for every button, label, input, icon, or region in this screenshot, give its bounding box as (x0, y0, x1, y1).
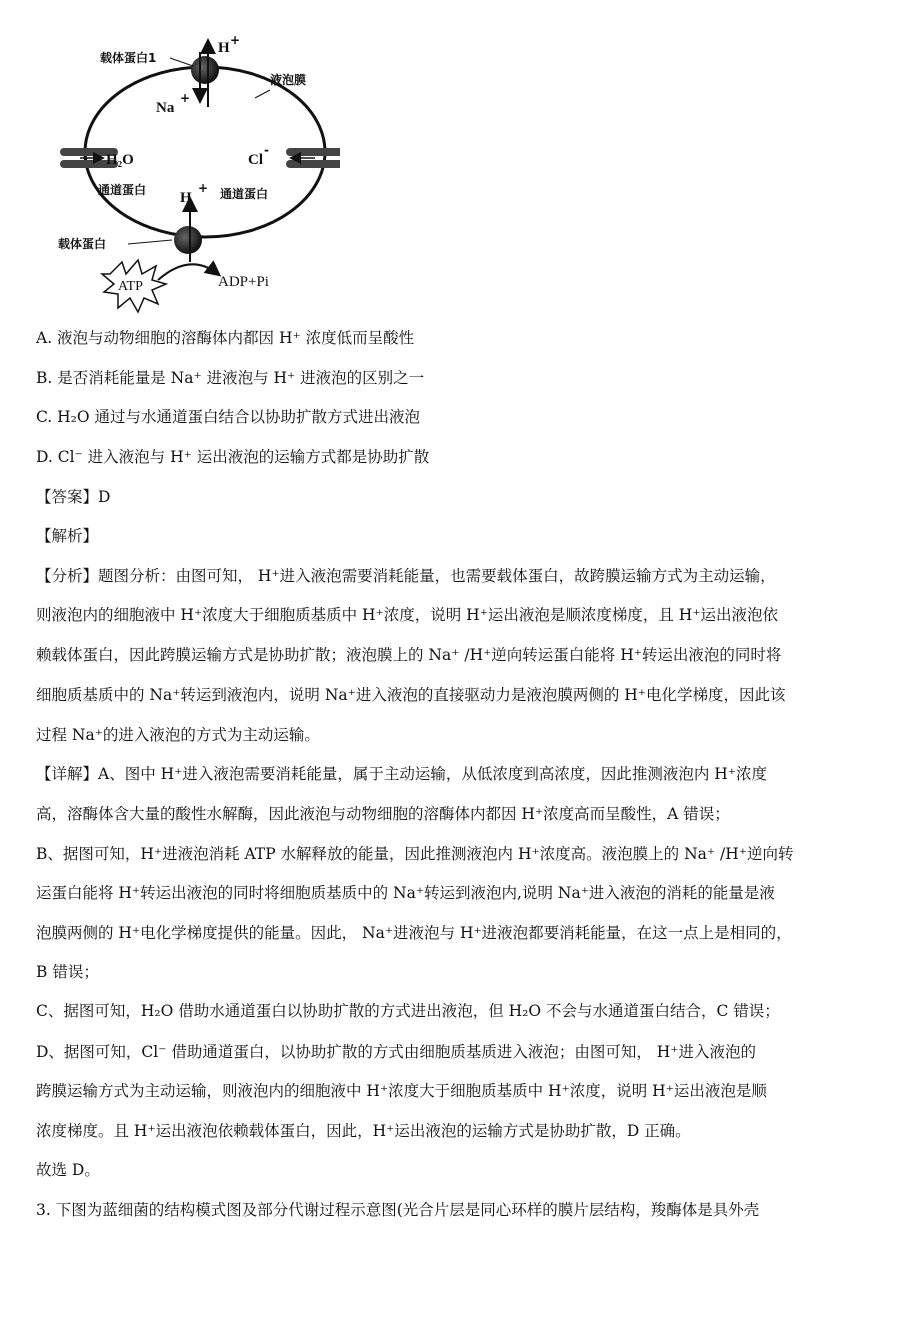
h-bottom-label: H (180, 190, 192, 206)
next-question: 3. 下图为蓝细菌的结构模式图及部分代谢过程示意图(光合片层是同心环样的膜片层结构，羧酶体是具外壳 (36, 1201, 760, 1219)
detail-line: 浓度梯度。且 H⁺运出液泡依赖载体蛋白，因此，H⁺运出液泡的运输方式是协助扩散，D 正确。 (36, 1122, 691, 1140)
channel-protein-right-label: 通道蛋白 (220, 187, 269, 201)
detail-line: C、据图可知，H₂O 借助水通道蛋白以协助扩散的方式进出液泡，但 H₂O 不会与水通道蛋白结合，C 错误； (36, 1002, 780, 1020)
detail-line: 【详解】A、图中 H⁺进入液泡需要消耗能量，属于主动运输，从低浓度到高浓度，因此推测液泡内 H⁺浓度 (36, 765, 767, 783)
detail-line: B、据图可知，H⁺进液泡消耗 ATP 水解释放的能量，因此推测液泡内 H⁺浓度高。液泡膜上的 Na⁺ /H⁺逆向转 (36, 845, 794, 863)
vacuole-diagram (40, 22, 340, 322)
detail-line: B 错误； (36, 963, 99, 981)
detail-line: D、据图可知，Cl⁻ 借助通道蛋白，以协助扩散的方式由细胞质基质进入液泡；由图可知， H⁺进入液泡的 (36, 1043, 756, 1061)
carrier-protein-1-icon (191, 56, 219, 84)
option-c: C. H₂O 通过与水通道蛋白结合以协助扩散方式进出液泡 (36, 408, 421, 426)
option-d: D. Cl⁻ 进入液泡与 H⁺ 运出液泡的运输方式都是协助扩散 (36, 448, 430, 466)
channel-protein-left-label: 通道蛋白 (98, 183, 147, 197)
answer: 【答案】D (36, 488, 111, 506)
svg-text:+: + (198, 181, 209, 195)
detail-line: 高，溶酶体含大量的酸性水解酶，因此液泡与动物细胞的溶酶体内都因 H⁺浓度高而呈酸性，A 错误； (36, 805, 730, 823)
analysis-title: 【解析】 (36, 527, 99, 545)
detail-line: 泡膜两侧的 H⁺电化学梯度提供的能量。因此， Na⁺进液泡与 H⁺进液泡都要消耗能量，在这一点上是相同的， (36, 924, 792, 942)
carrier-protein-1-label: 载体蛋白1 (100, 51, 157, 65)
option-b: B. 是否消耗能量是 Na⁺ 进液泡与 H⁺ 进液泡的区别之一 (36, 369, 425, 387)
atp-label: ATP (118, 279, 143, 294)
cl-label: Cl (248, 152, 263, 168)
h-top-label: H (218, 40, 230, 56)
analysis-line: 赖载体蛋白，因此跨膜运输方式是协助扩散；液泡膜上的 Na⁺ /H⁺逆向转运蛋白能将 H⁺转运出液泡的同时将 (36, 646, 782, 664)
analysis-line: 【分析】题图分析：由图可知， H⁺进入液泡需要消耗能量，也需要载体蛋白，故跨膜运输方式为主动运输， (36, 567, 776, 585)
analysis-line: 过程 Na⁺的进入液泡的方式为主动运输。 (36, 726, 320, 744)
detail-line: 跨膜运输方式为主动运输，则液泡内的细胞液中 H⁺浓度大于细胞质基质中 H⁺浓度，说明 H⁺运出液泡是顺 (36, 1082, 767, 1100)
carrier-protein-label: 载体蛋白 (58, 237, 107, 251)
na-label: Na (156, 100, 175, 116)
carrier-protein-bottom-icon (174, 226, 202, 254)
svg-text:-: - (264, 143, 269, 157)
option-a: A. 液泡与动物细胞的溶酶体内都因 H⁺ 浓度低而呈酸性 (36, 329, 415, 347)
detail-line: 运蛋白能将 H⁺转运出液泡的同时将细胞质基质中的 Na⁺转运到液泡内,说明 Na⁺进入液泡的消耗的能量是液 (36, 884, 775, 902)
svg-text:+: + (180, 91, 191, 105)
h2o-label: H₂O (106, 152, 134, 168)
adp-label: ADP+Pi (218, 274, 269, 290)
svg-text:+: + (230, 33, 241, 47)
membrane-label: 液泡膜 (270, 73, 307, 87)
analysis-line: 细胞质基质中的 Na⁺转运到液泡内，说明 Na⁺进入液泡的直接驱动力是液泡膜两侧的 H⁺电化学梯度，因此该 (36, 686, 786, 704)
detail-line: 故选 D。 (36, 1161, 100, 1179)
analysis-line: 则液泡内的细胞液中 H⁺浓度大于细胞质基质中 H⁺浓度，说明 H⁺运出液泡是顺浓度梯度，且 H⁺运出液泡依 (36, 606, 779, 624)
